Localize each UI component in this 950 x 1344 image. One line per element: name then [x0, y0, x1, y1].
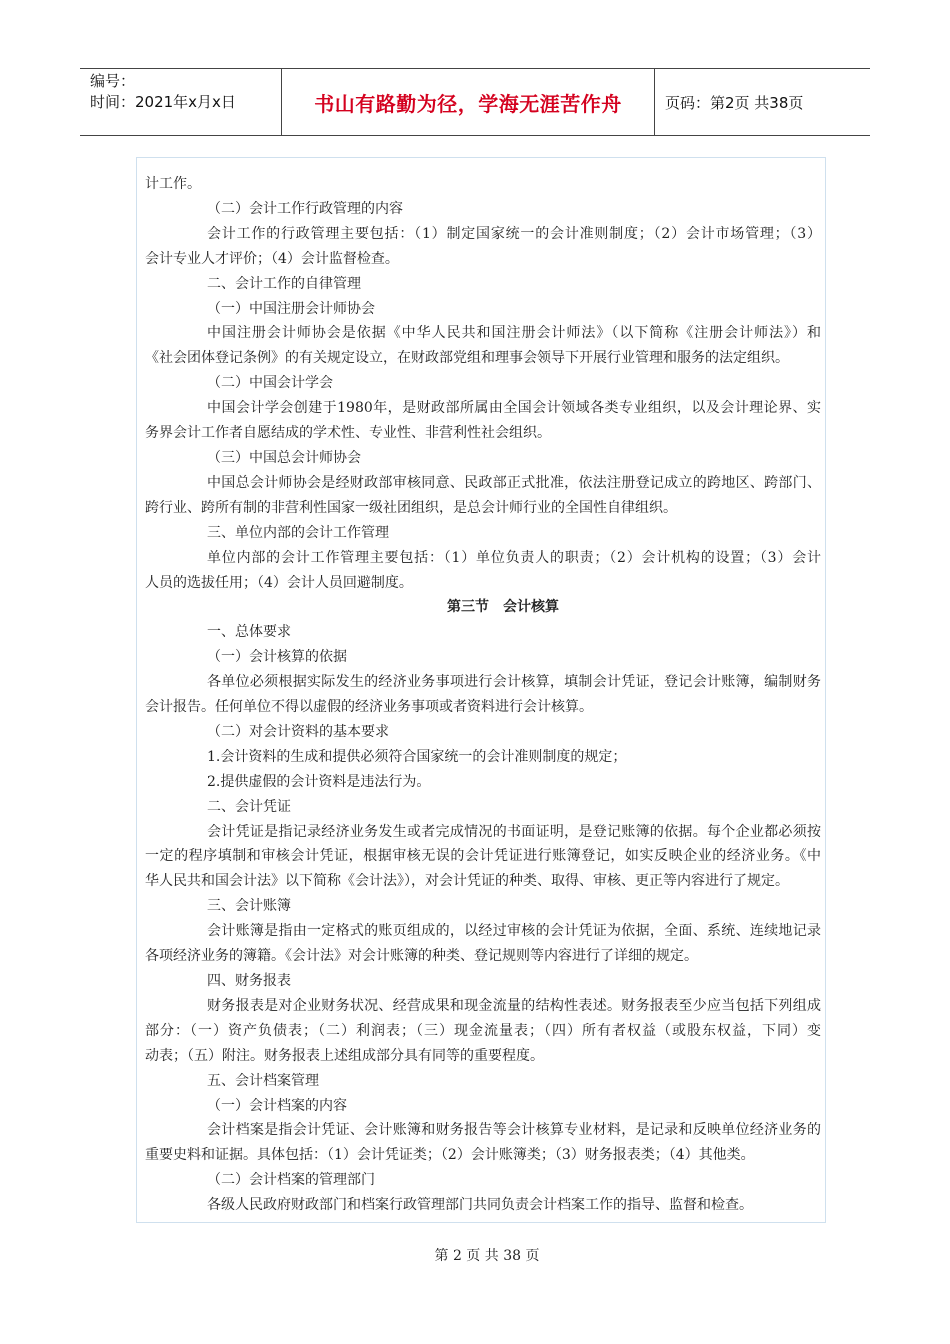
text-line: 《社会团体登记条例》的有关规定设立，在财政部党组和理事会领导下开展行业管理和服务的法定组织。: [145, 350, 789, 367]
page-header: [80, 68, 870, 136]
header-meta: [80, 69, 282, 135]
text-line: 人员的选拔任用；（4）会计人员回避制度。: [145, 574, 413, 591]
text-line: 华人民共和国会计法》以下简称《会计法》），对会计凭证的种类、取得、审核、更正等内容进行了规定。: [145, 873, 789, 890]
text-line: 2.提供虚假的会计资料是违法行为。: [207, 773, 431, 790]
text-line: 重要史料和证据。具体包括：（1）会计凭证类；（2）会计账簿类；（3）财务报表类；（4）其他类。: [145, 1147, 755, 1164]
text-line: （一）会计档案的内容: [207, 1097, 347, 1114]
text-line: 一定的程序填制和审核会计凭证，根据审核无误的会计凭证进行账簿登记，如实反映企业的经济业务。《中: [145, 848, 821, 865]
text-line: 会计凭证是指记录经济业务发生或者完成情况的书面证明，是登记账簿的依据。每个企业都必须按: [207, 823, 821, 840]
text-line: （一）中国注册会计师协会: [207, 300, 375, 317]
text-line: 三、会计账簿: [207, 898, 291, 915]
document-number-label: 编号：: [90, 72, 136, 90]
text-line: 会计工作的行政管理主要包括：（1）制定国家统一的会计准则制度；（2）会计市场管理；（3）: [207, 225, 821, 242]
header-page-info: 页码：第2页 共38页: [665, 93, 804, 112]
text-line: 部分：（一）资产负债表；（二）利润表；（三）现金流量表；（四）所有者权益（或股东权益，下同）变: [145, 1022, 821, 1039]
document-body: [136, 157, 826, 1223]
text-line: 各级人民政府财政部门和档案行政管理部门共同负责会计档案工作的指导、监督和检查。: [207, 1197, 753, 1214]
page-footer: 第 2 页 共 38 页: [434, 1248, 540, 1264]
text-line: 二、会计工作的自律管理: [207, 275, 361, 292]
text-line: 会计专业人才评价；（4）会计监督检查。: [145, 250, 399, 267]
text-line: 一、总体要求: [207, 624, 291, 641]
text-line: 四、财务报表: [207, 973, 291, 989]
text-line: 跨行业、跨所有制的非营利性国家一级社团组织，是总会计师行业的全国性自律组织。: [145, 499, 677, 516]
text-line: 单位内部的会计工作管理主要包括：（1）单位负责人的职责；（2）会计机构的设置；（3）会计: [207, 549, 821, 566]
text-line: 五、会计档案管理: [207, 1072, 319, 1089]
text-line: 各项经济业务的簿籍。《会计法》对会计账簿的种类、登记规则等内容进行了详细的规定。: [145, 948, 698, 965]
text-line: （一）会计核算的依据: [207, 649, 347, 666]
text-line: （二）对会计资料的基本要求: [207, 723, 389, 740]
section-heading: 第三节 会计核算: [447, 599, 559, 616]
text-line: 计工作。: [145, 176, 201, 192]
text-line: 会计账簿是指由一定格式的账页组成的，以经过审核的会计凭证为依据，全面、系统、连续地记录: [207, 923, 821, 940]
text-line: 动表；（五）附注。财务报表上述组成部分具有同等的重要程度。: [145, 1047, 544, 1064]
text-line: 各单位必须根据实际发生的经济业务事项进行会计核算，填制会计凭证，登记会计账簿，编制财务: [207, 674, 821, 691]
text-line: 中国注册会计师协会是依据《中华人民共和国注册会计师法》（以下简称《注册会计师法》）和: [207, 325, 821, 342]
text-line: （二）中国会计学会: [207, 375, 333, 392]
text-line: 中国会计学会创建于1980年，是财政部所属由全国会计领域各类专业组织，以及会计理论界、实: [207, 400, 821, 417]
text-line: 务界会计工作者自愿结成的学术性、专业性、非营利性社会组织。: [145, 425, 551, 442]
text-line: 1.会计资料的生成和提供必须符合国家统一的会计准则制度的规定；: [207, 748, 627, 765]
text-line: 三、单位内部的会计工作管理: [207, 524, 389, 541]
text-line: 会计档案是指会计凭证、会计账簿和财务报告等会计核算专业材料，是记录和反映单位经济业务的: [207, 1122, 821, 1139]
text-line: 二、会计凭证: [207, 798, 291, 815]
text-line: （三）中国总会计师协会: [207, 449, 361, 466]
text-line: （二）会计工作行政管理的内容: [207, 200, 403, 217]
header-motto: 书山有路勤为径，学海无涯苦作舟: [282, 69, 655, 135]
text-line: 中国总会计师协会是经财政部审核同意、民政部正式批准，依法注册登记成立的跨地区、跨部门、: [207, 474, 821, 491]
text-line: （二）会计档案的管理部门: [207, 1172, 375, 1189]
text-line: 会计报告。任何单位不得以虚假的经济业务事项或者资料进行会计核算。: [145, 699, 593, 716]
document-time: 时间：2021年x月x日: [90, 93, 236, 111]
text-line: 财务报表是对企业财务状况、经营成果和现金流量的结构性表述。财务报表至少应当包括下列组成: [207, 997, 821, 1014]
